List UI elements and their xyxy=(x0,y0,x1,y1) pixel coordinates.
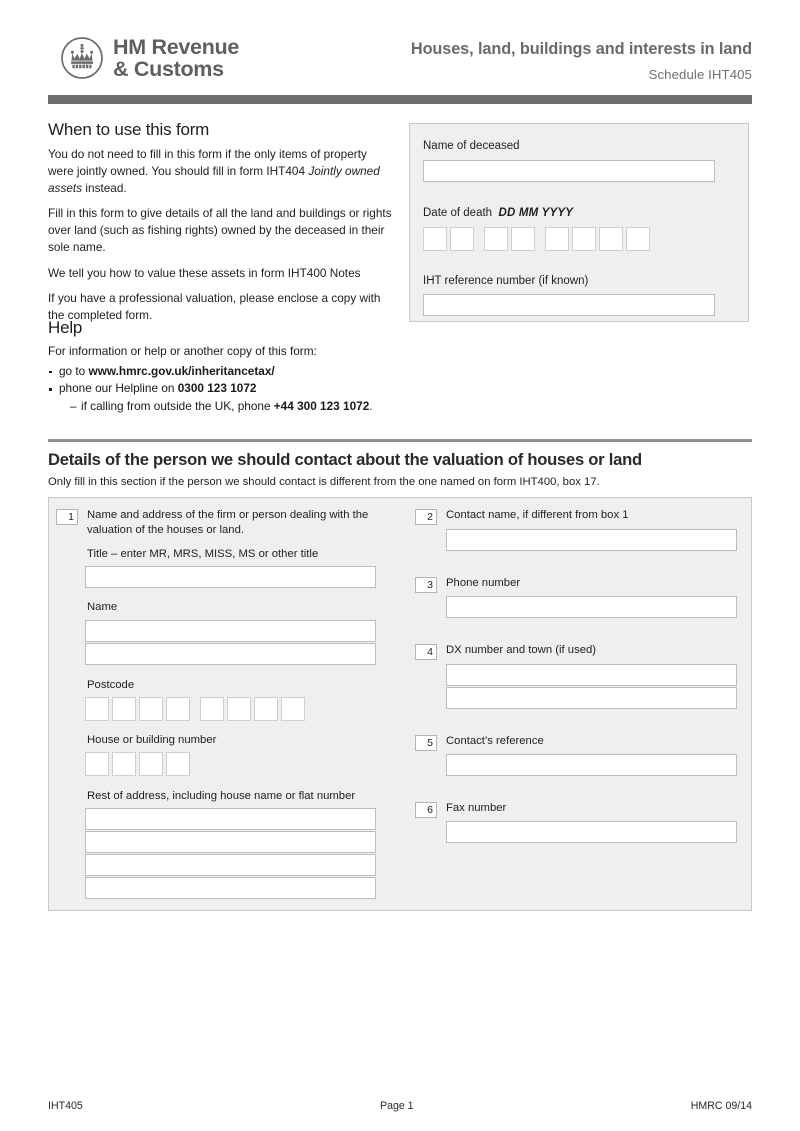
postcode-cell[interactable] xyxy=(139,697,163,721)
help-bullet-phone xyxy=(48,380,393,415)
date-of-death-month-group xyxy=(484,227,535,251)
contact-name-input[interactable] xyxy=(446,529,737,551)
when-to-use-heading: When to use this form xyxy=(48,120,210,139)
box-number-4: 4 xyxy=(415,644,437,660)
brand-line-1: HM Revenue xyxy=(113,35,240,59)
hmrc-logo xyxy=(60,36,239,81)
deceased-details-panel xyxy=(409,123,749,322)
dx-number-input-line-1[interactable] xyxy=(446,664,737,686)
postcode-inward-group xyxy=(200,697,305,721)
hmrc-wordmark xyxy=(113,36,239,81)
box-number-5: 5 xyxy=(415,735,437,751)
contact-details-panel xyxy=(48,497,752,911)
help-bullet-phone-prefix: phone our Helpline on xyxy=(59,381,178,396)
title-input[interactable] xyxy=(85,566,376,588)
iht-reference-input[interactable] xyxy=(423,294,715,316)
postcode-cell[interactable] xyxy=(227,697,251,721)
when-to-use-paragraph-1 xyxy=(48,146,393,196)
contact-section-header xyxy=(48,450,752,488)
house-number-cell[interactable] xyxy=(166,752,190,776)
footer-hmrc-date: HMRC 09/14 xyxy=(690,1100,752,1112)
postcode-cell[interactable] xyxy=(112,697,136,721)
house-number-group xyxy=(85,752,190,776)
name-of-deceased-input[interactable] xyxy=(423,160,715,182)
date-of-death-year-group xyxy=(545,227,650,251)
contact-section-subtitle: Only fill in this section if the person we should contact is different from the one named on form IHT400, box 17. xyxy=(48,476,600,488)
postcode-cell[interactable] xyxy=(281,697,305,721)
name-field-label: Name xyxy=(87,601,118,613)
name-of-deceased-label: Name of deceased xyxy=(423,140,520,152)
postcode-label: Postcode xyxy=(87,679,135,691)
section-divider-top xyxy=(48,439,752,442)
help-bullet-website-prefix: go to xyxy=(59,363,89,378)
dod-day-cell[interactable] xyxy=(423,227,447,251)
name-input-line-1[interactable] xyxy=(85,620,376,642)
postcode-cell[interactable] xyxy=(254,697,278,721)
international-prefix: if calling from outside the UK, phone xyxy=(81,399,274,414)
address-input-line-3[interactable] xyxy=(85,854,376,876)
when-to-use-paragraph-4: If you have a professional valuation, please enclose a copy with the completed form. xyxy=(48,291,381,322)
helpline-number: 0300 123 1072 xyxy=(177,381,257,396)
brand-line-2: & Customs xyxy=(113,57,224,82)
contact-reference-input[interactable] xyxy=(446,754,737,776)
address-input-line-1[interactable] xyxy=(85,808,376,830)
box-number-2: 2 xyxy=(415,509,437,525)
para1-part-b: instead. xyxy=(82,180,127,195)
help-lead-text: For information or help or another copy of this form: xyxy=(48,344,317,358)
box-number-1: 1 xyxy=(56,509,78,525)
box5-label: Contact’s reference xyxy=(446,735,544,747)
dod-month-cell[interactable] xyxy=(511,227,535,251)
dod-month-cell[interactable] xyxy=(484,227,508,251)
fax-number-input[interactable] xyxy=(446,821,737,843)
postcode-cell[interactable] xyxy=(85,697,109,721)
page-header xyxy=(48,34,752,90)
international-number: +44 300 123 1072 xyxy=(273,399,370,414)
footer-form-code: IHT405 xyxy=(48,1100,83,1112)
schedule-number: Schedule IHT405 xyxy=(648,66,752,82)
dod-year-cell[interactable] xyxy=(626,227,650,251)
dod-year-cell[interactable] xyxy=(572,227,596,251)
house-number-cells xyxy=(85,752,190,776)
postcode-outward-group xyxy=(85,697,190,721)
name-input-line-2[interactable] xyxy=(85,643,376,665)
international-suffix: . xyxy=(369,399,373,414)
postcode-cells xyxy=(85,697,305,721)
postcode-cell[interactable] xyxy=(200,697,224,721)
iht-reference-label: IHT reference number (if known) xyxy=(423,275,589,287)
address-input-line-4[interactable] xyxy=(85,877,376,899)
box2-label: Contact name, if different from box 1 xyxy=(446,509,629,521)
help-international-phone xyxy=(59,398,393,416)
box6-label: Fax number xyxy=(446,802,507,814)
when-to-use-section xyxy=(48,120,393,324)
box3-label: Phone number xyxy=(446,577,521,589)
dx-number-input-line-2[interactable] xyxy=(446,687,737,709)
box4-label: DX number and town (if used) xyxy=(446,644,597,656)
help-heading: Help xyxy=(48,318,83,337)
page-title: Houses, land, buildings and interests in land xyxy=(410,40,752,58)
para1-emphasis: Jointly owned assets xyxy=(48,163,380,195)
box1-label: Name and address of the firm or person dealing with the valuation of the houses or land. xyxy=(87,509,369,536)
document-title-block xyxy=(411,40,752,82)
date-format-hint: DD MM YYYY xyxy=(498,207,574,219)
house-number-cell[interactable] xyxy=(85,752,109,776)
title-field-label: Title – enter MR, MRS, MISS, MS or other title xyxy=(87,548,319,560)
postcode-cell[interactable] xyxy=(166,697,190,721)
date-of-death-text: Date of death xyxy=(423,207,493,219)
help-section xyxy=(48,318,393,416)
when-to-use-paragraph-3: We tell you how to value these assets in form IHT400 Notes xyxy=(48,265,361,280)
when-to-use-paragraph-2: Fill in this form to give details of all the land and buildings or rights over land (such as fishing rights) owned by the deceased in their sole name. xyxy=(48,206,392,254)
dod-day-cell[interactable] xyxy=(450,227,474,251)
dod-year-cell[interactable] xyxy=(545,227,569,251)
date-of-death-day-group xyxy=(423,227,474,251)
help-bullet-list xyxy=(48,363,393,416)
date-of-death-cells xyxy=(423,227,650,251)
box-number-6: 6 xyxy=(415,802,437,818)
box-number-3: 3 xyxy=(415,577,437,593)
contact-section-title: Details of the person we should contact about the valuation of houses or land xyxy=(48,450,642,469)
phone-number-input[interactable] xyxy=(446,596,737,618)
house-number-cell[interactable] xyxy=(112,752,136,776)
header-divider xyxy=(48,95,752,104)
hmrc-website-link[interactable]: www.hmrc.gov.uk/inheritancetax/ xyxy=(88,363,275,378)
house-number-cell[interactable] xyxy=(139,752,163,776)
help-bullet-website xyxy=(48,363,393,381)
crown-icon xyxy=(60,36,104,80)
para1-part-a: You do not need to fill in this form if the only items of property were jointly owned. You should fill in form IHT404 xyxy=(48,147,367,178)
address-input-line-2[interactable] xyxy=(85,831,376,853)
footer-page-number: Page 1 xyxy=(380,1100,414,1112)
dod-year-cell[interactable] xyxy=(599,227,623,251)
date-of-death-label xyxy=(423,207,573,219)
house-number-label: House or building number xyxy=(87,734,217,746)
rest-of-address-label: Rest of address, including house name or flat number xyxy=(87,790,356,802)
